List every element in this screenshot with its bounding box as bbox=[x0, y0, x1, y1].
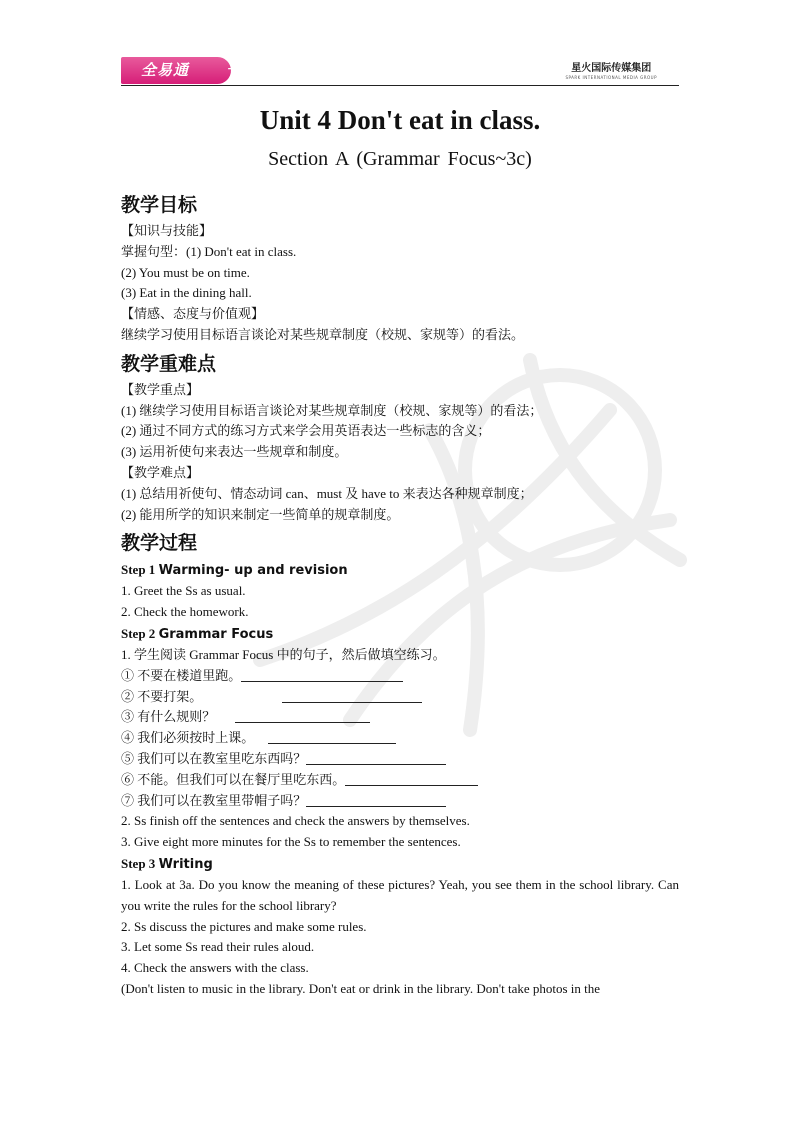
answer-blank[interactable] bbox=[268, 730, 396, 744]
exercise-prompt: ① 不要在楼道里跑。 bbox=[121, 667, 242, 683]
keypoints-section bbox=[121, 380, 679, 526]
keypoint-line: 【教学重点】 bbox=[121, 381, 200, 397]
keypoint-line: (2) 通过不同方式的练习方式来学会用英语表达一些标志的含义； bbox=[121, 423, 491, 439]
exercise-item bbox=[121, 770, 679, 791]
company-name-cn: 星火国际传媒集团 bbox=[571, 63, 652, 74]
step3-paragraph: 4. Check the answers with the class. bbox=[121, 960, 309, 976]
exercise-item bbox=[121, 791, 679, 812]
step2-intro: 1. 学生阅读 Grammar Focus 中的句子，然后做填空练习。 bbox=[121, 646, 446, 662]
step1-label: Step 1 bbox=[121, 562, 159, 578]
keypoints-heading: 教学重难点 bbox=[121, 352, 217, 375]
exercise-item bbox=[121, 749, 679, 770]
keypoint-line: (2) 能用所学的知识来制定一些简单的规章制度。 bbox=[121, 506, 400, 522]
goal-line: (3) Eat in the dining hall. bbox=[121, 285, 252, 301]
step3-title: Writing bbox=[158, 856, 213, 872]
exercise-prompt: ② 不要打架。 bbox=[121, 688, 203, 704]
step2-heading bbox=[121, 623, 679, 645]
step2-line: 3. Give eight more minutes for the Ss to remember the sentences. bbox=[121, 834, 461, 850]
exercise-prompt: ⑥ 不能。但我们可以在餐厅里吃东西。 bbox=[121, 771, 346, 787]
step1-heading bbox=[121, 559, 679, 581]
step1-line: 1. Greet the Ss as usual. bbox=[121, 583, 246, 599]
exercise-item bbox=[121, 666, 679, 687]
step1-line: 2. Check the homework. bbox=[121, 604, 249, 620]
keypoint-line: (3) 运用祈使句来表达一些规章和制度。 bbox=[121, 444, 348, 460]
publisher-logo bbox=[121, 57, 238, 84]
section-subtitle: Section A (Grammar Focus~3c) bbox=[268, 148, 532, 170]
exercise-item bbox=[121, 728, 679, 749]
step2-title: Grammar Focus bbox=[158, 626, 274, 642]
exercise-prompt: ③ 有什么规则？ bbox=[121, 709, 216, 725]
step3-paragraph: 3. Let some Ss read their rules aloud. bbox=[121, 939, 315, 955]
lesson-content bbox=[121, 187, 679, 1000]
step1-title: Warming- up and revision bbox=[158, 563, 348, 579]
step2-body bbox=[121, 811, 679, 853]
answer-blank[interactable] bbox=[282, 689, 422, 703]
logo-plus: + bbox=[227, 62, 238, 75]
goal-line: 【知识与技能】 bbox=[121, 223, 213, 238]
logo-text: 全易通 bbox=[141, 61, 190, 79]
step1-body bbox=[121, 581, 679, 623]
step2-label: Step 2 bbox=[121, 625, 159, 641]
goals-section bbox=[121, 221, 679, 346]
answer-blank[interactable] bbox=[306, 751, 446, 765]
keypoint-line: 【教学难点】 bbox=[121, 464, 200, 480]
answer-blank[interactable] bbox=[241, 668, 403, 682]
step3-paragraph: (Don't listen to music in the library. Don't eat or drink in the library. Don't take photos in the bbox=[121, 980, 601, 996]
keypoint-line: (1) 总结用祈使句、情态动词 can、must 及 have to 来表达各种规章制度； bbox=[121, 485, 533, 501]
exercise-item bbox=[121, 707, 679, 728]
header-rule bbox=[121, 85, 679, 86]
fill-in-exercise bbox=[121, 666, 679, 812]
exercise-prompt: ⑦ 我们可以在教室里带帽子吗？ bbox=[121, 792, 307, 808]
exercise-prompt: ④ 我们必须按时上课。 bbox=[121, 730, 255, 746]
step3-paragraph: 1. Look at 3a. Do you know the meaning of these pictures? Yeah, you see them in the school library. Can you write the rules for the school library? bbox=[121, 876, 679, 913]
company-name bbox=[565, 63, 657, 81]
step2-line: 2. Ss finish off the sentences and check the answers by themselves. bbox=[121, 813, 470, 829]
process-heading: 教学过程 bbox=[121, 532, 198, 555]
step3-label: Step 3 bbox=[121, 855, 159, 871]
goals-heading: 教学目标 bbox=[121, 194, 198, 216]
step3-heading bbox=[121, 853, 679, 875]
company-name-en: SPARK INTERNATIONAL MEDIA GROUP bbox=[565, 75, 657, 80]
goal-line: 【情感、态度与价值观】 bbox=[121, 306, 265, 322]
answer-blank[interactable] bbox=[306, 793, 446, 807]
step3-body bbox=[121, 875, 679, 1000]
step3-paragraph: 2. Ss discuss the pictures and make some rules. bbox=[121, 918, 367, 934]
goal-line: 继续学习使用目标语言谈论对某些规章制度（校规、家规等）的看法。 bbox=[121, 326, 525, 342]
exercise-prompt: ⑤ 我们可以在教室里吃东西吗？ bbox=[121, 750, 307, 766]
unit-title: Unit 4 Don't eat in class. bbox=[259, 105, 541, 135]
exercise-item bbox=[121, 687, 679, 708]
page-header bbox=[121, 54, 679, 86]
goal-line: (2) You must be on time. bbox=[121, 264, 250, 280]
goal-line: 掌握句型：(1) Don't eat in class. bbox=[121, 243, 297, 259]
keypoint-line: (1) 继续学习使用目标语言谈论对某些规章制度（校规、家规等）的看法； bbox=[121, 402, 543, 418]
answer-blank[interactable] bbox=[235, 709, 370, 723]
answer-blank[interactable] bbox=[345, 772, 478, 786]
